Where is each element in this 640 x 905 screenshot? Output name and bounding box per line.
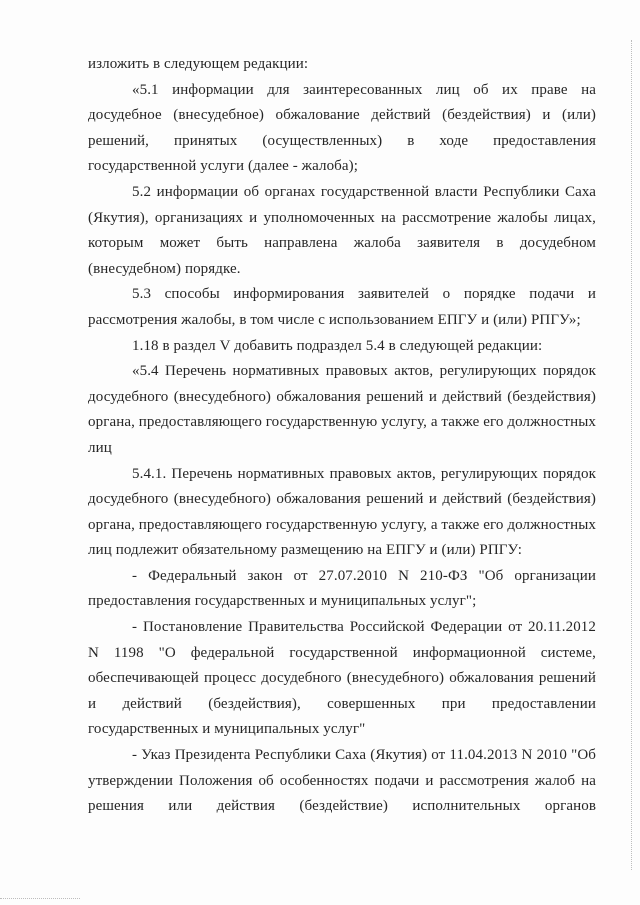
document-body: [88, 52, 596, 820]
paragraph-5-4-heading: «5.4 Перечень нормативных правовых актов, регулирующих порядок досудебного (внесудебного) обжалования решений и действий (бездействия) органа, предоставляющего государственную услугу, а также его должностных лиц: [88, 363, 596, 456]
paragraph-5-4-1: 5.4.1. Перечень нормативных правовых актов, регулирующих порядок досудебного (внесудебного) обжалования решений и действий (бездействия) органа, предоставляющего государственную услугу, а также его должностных лиц подлежит обязательному размещению на ЕПГУ и (или) РПГУ:: [88, 465, 596, 559]
list-item-government-resolution: - Постановление Правительства Российской Федерации от 20.11.2012 N 1198 "О федеральной государственной информационной системе, обеспечивающей процесс досудебного (внесудебного) обжалования решений и действий (бездействия), совершенных при предоставлении государственных и муниципальных услуг": [88, 619, 596, 738]
paragraph-5-2: 5.2 информации об органах государственной власти Республики Саха (Якутия), организациях и уполномоченных на рассмотрение жалобы лицах, которым может быть направлена жалоба заявителя в досудебном (внесудебном) порядке.: [88, 183, 596, 277]
paragraph-1-18: 1.18 в раздел V добавить подраздел 5.4 в следующей редакции:: [132, 337, 543, 354]
scan-edge-bottom: [0, 897, 80, 899]
list-item-president-decree: - Указ Президента Республики Саха (Якутия) от 11.04.2013 N 2010 "Об утверждении Положения об особенностях подачи и рассмотрения жалоб на решения или действия (бездействие) исполнительных органов: [88, 747, 596, 815]
list-item-federal-law: - Федеральный закон от 27.07.2010 N 210-ФЗ "Об организации предоставления государственных и муниципальных услуг";: [88, 567, 596, 610]
scan-edge-right: [630, 40, 632, 870]
paragraph-5-1: «5.1 информации для заинтересованных лиц об их праве на досудебное (внесудебное) обжалование действий (бездействия) и (или) решений, принятых (осуществленных) в ходе предоставления государственной услуги (далее - жалоба);: [88, 81, 596, 175]
paragraph-5-3: 5.3 способы информирования заявителей о порядке подачи и рассмотрения жалобы, в том числе с использованием ЕПГУ и (или) РПГУ»;: [88, 286, 596, 328]
paragraph-intro: изложить в следующем редакции:: [88, 56, 309, 72]
